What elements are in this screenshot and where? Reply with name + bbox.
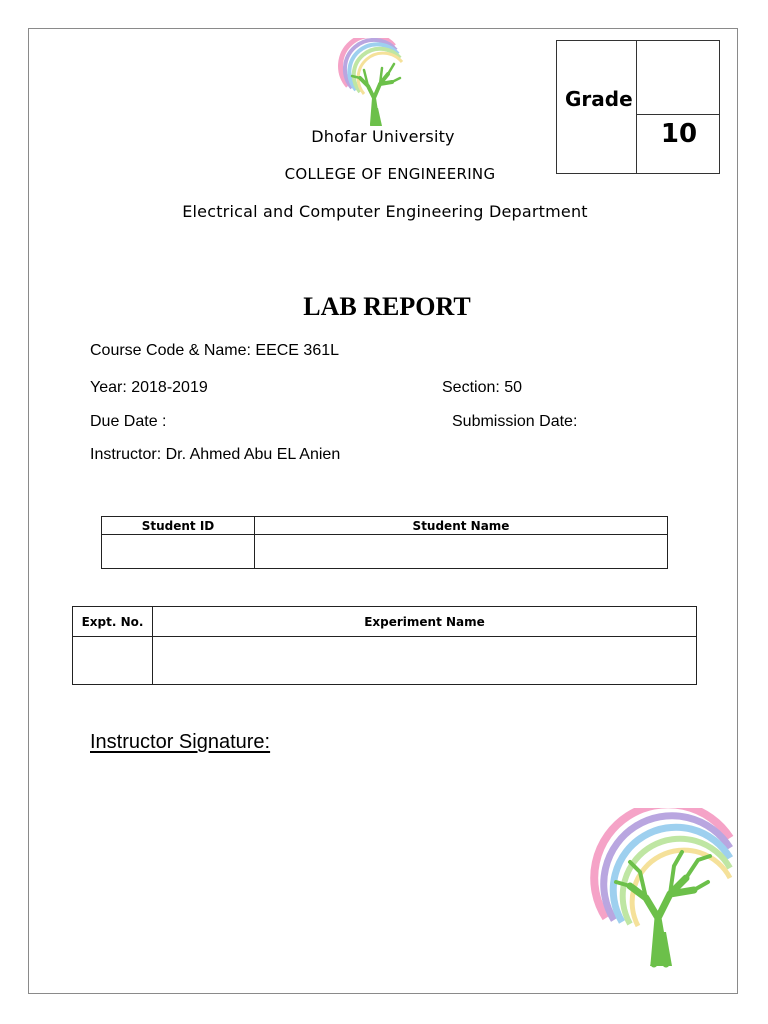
table-header-row xyxy=(102,517,668,535)
table-header-row xyxy=(73,607,697,637)
experiment-name-cell[interactable] xyxy=(153,637,697,685)
experiment-name-header: Experiment Name xyxy=(153,607,697,637)
student-id-header: Student ID xyxy=(102,517,255,535)
tree-logo-icon xyxy=(590,808,740,968)
tree-logo-icon xyxy=(334,38,420,128)
university-name: Dhofar University xyxy=(311,127,455,146)
grade-value: 10 xyxy=(660,119,698,149)
instructor-field: Instructor: Dr. Ahmed Abu EL Anien xyxy=(90,446,341,463)
student-table xyxy=(101,516,668,569)
table-row xyxy=(102,535,668,569)
student-id-cell[interactable] xyxy=(102,535,255,569)
section-field: Section: 50 xyxy=(442,379,523,396)
page-title: LAB REPORT xyxy=(303,292,471,321)
grade-box xyxy=(556,40,720,174)
expt-no-header: Expt. No. xyxy=(73,607,153,637)
submission-date-field: Submission Date: xyxy=(452,413,578,430)
instructor-signature-label: Instructor Signature: xyxy=(90,731,271,753)
due-date-field: Due Date : xyxy=(90,413,167,430)
student-name-header: Student Name xyxy=(255,517,668,535)
student-name-cell[interactable] xyxy=(255,535,668,569)
experiment-table xyxy=(72,606,697,685)
grade-label: Grade xyxy=(565,87,633,111)
college-name: COLLEGE OF ENGINEERING xyxy=(284,165,496,183)
course-field: Course Code & Name: EECE 361L xyxy=(90,342,340,359)
grade-divider-vertical xyxy=(636,41,637,173)
department-name: Electrical and Computer Engineering Department xyxy=(182,202,588,221)
grade-divider-horizontal xyxy=(636,114,720,115)
year-field: Year: 2018-2019 xyxy=(90,379,208,396)
table-row xyxy=(73,637,697,685)
expt-no-cell[interactable] xyxy=(73,637,153,685)
